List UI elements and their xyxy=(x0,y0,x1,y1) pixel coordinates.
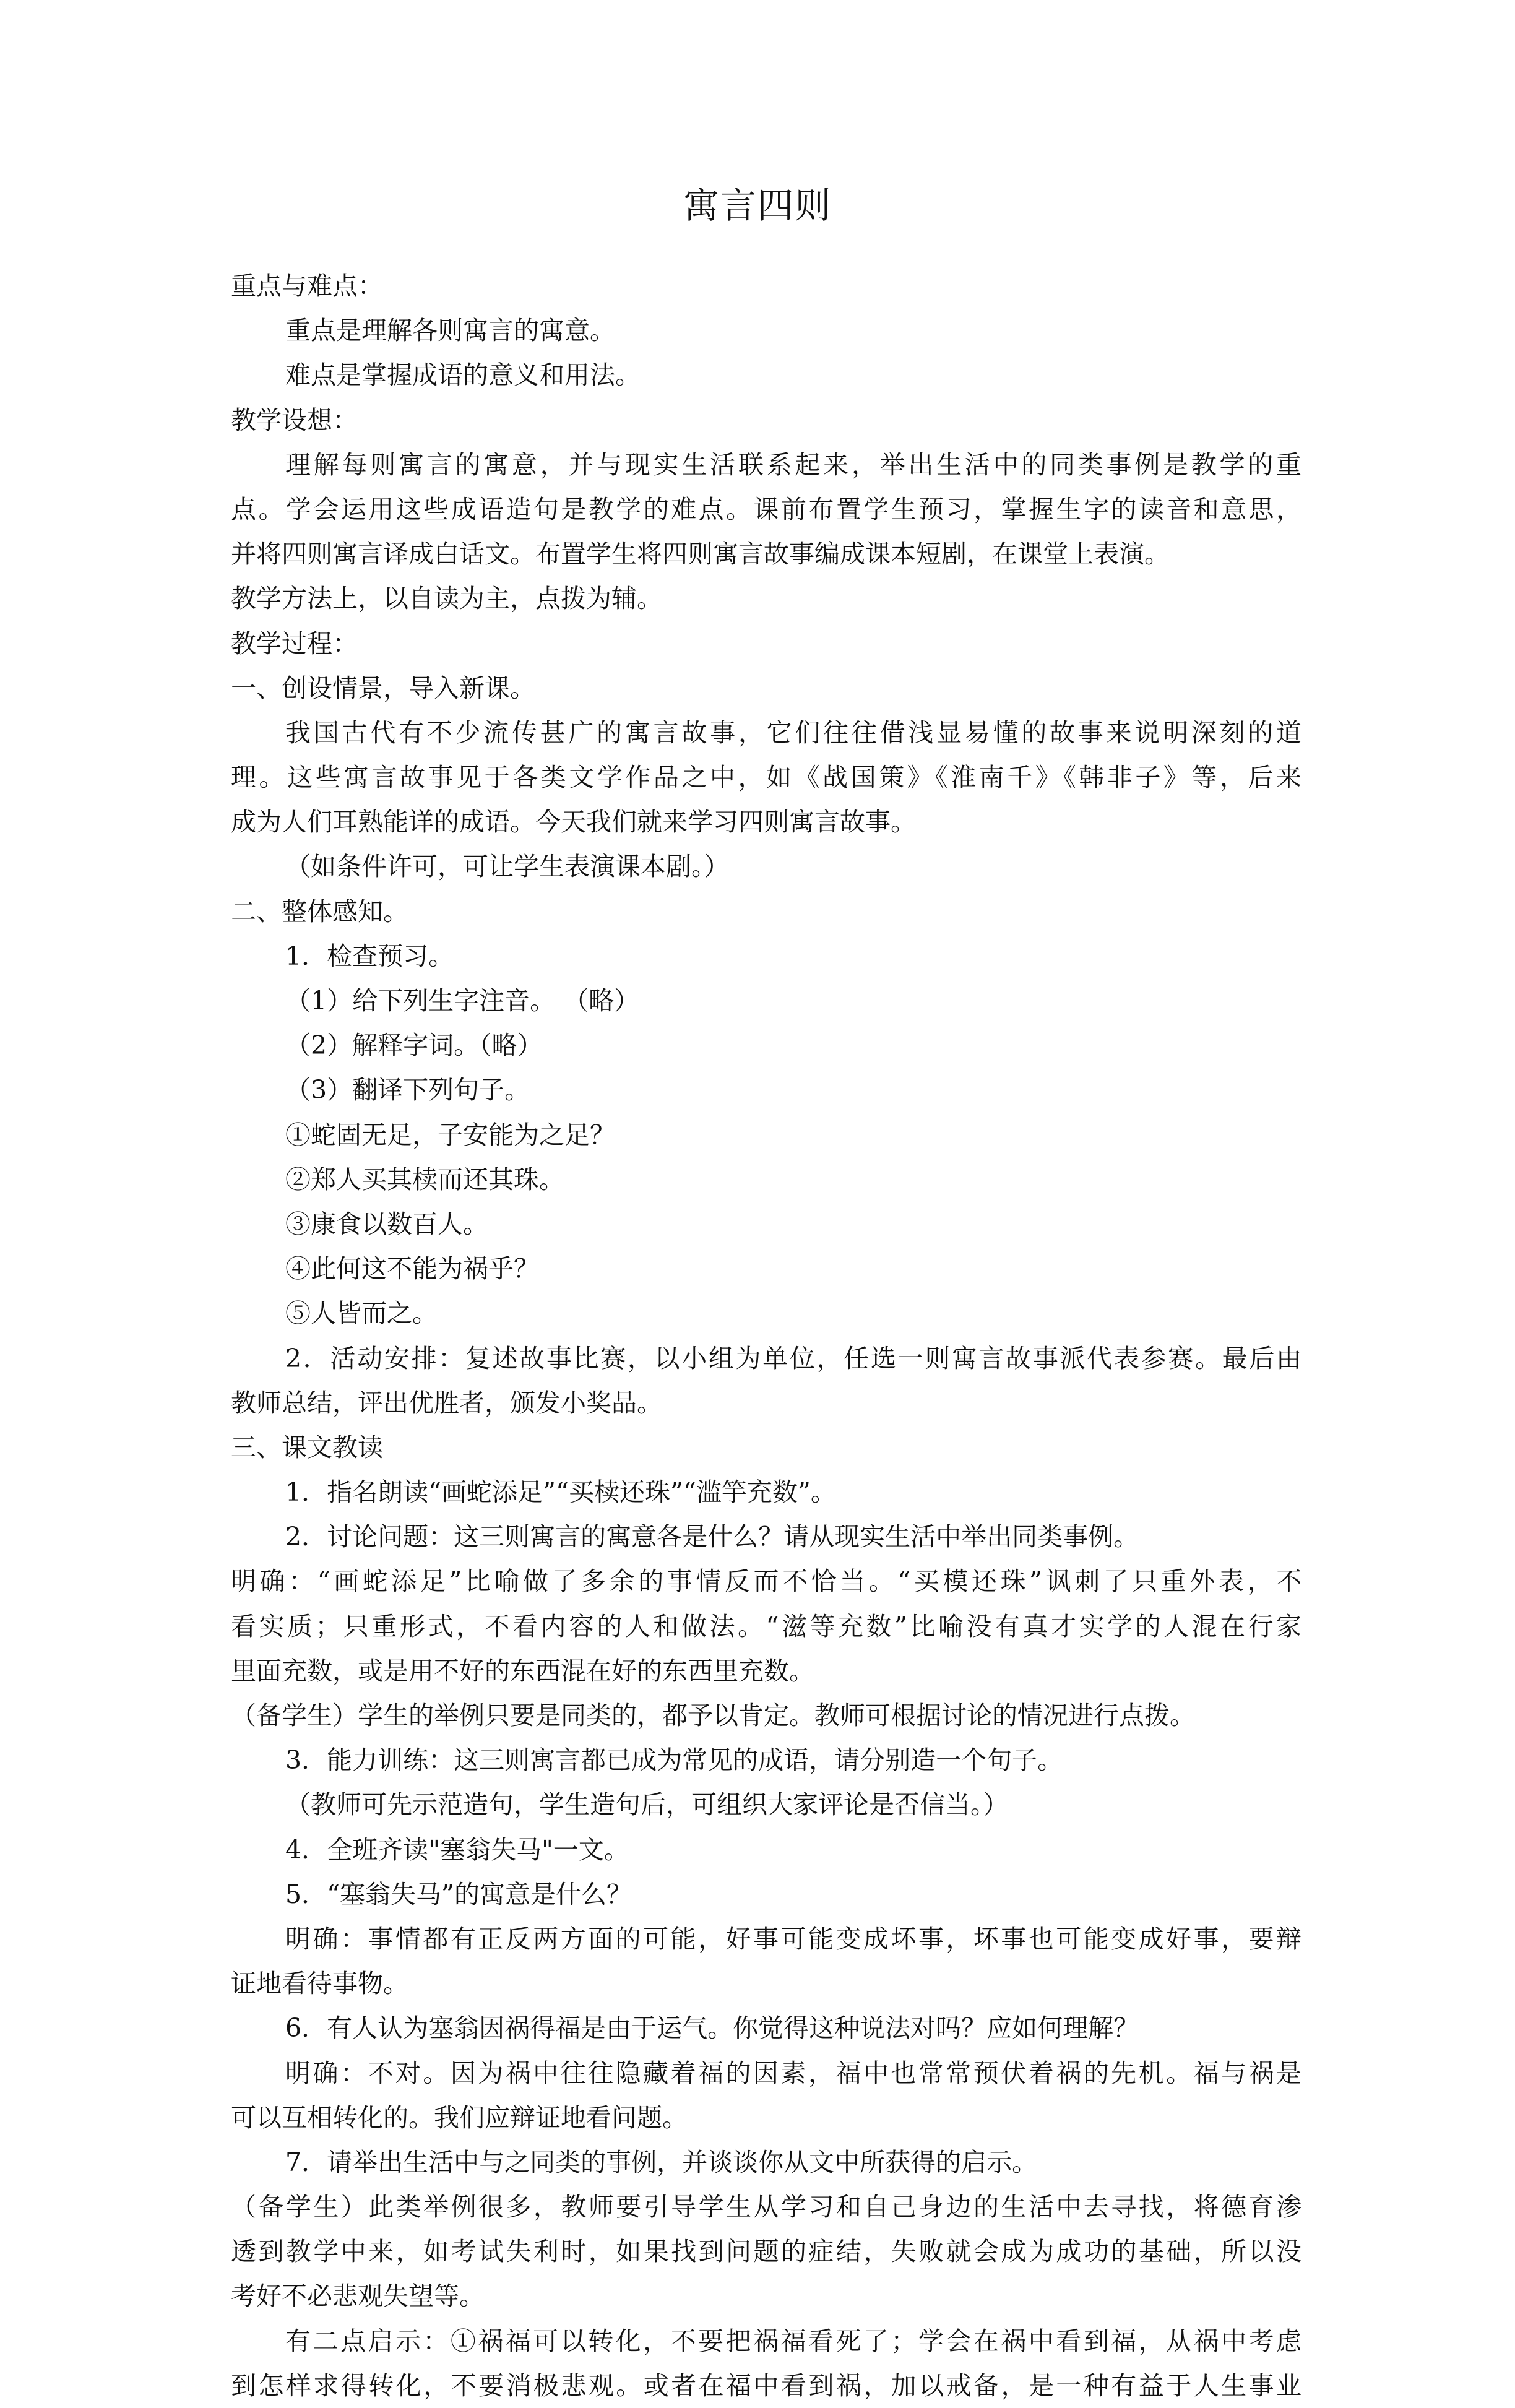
text-line: ⑤人皆而之。 xyxy=(285,1298,438,1329)
text-line: 理。这些寓言故事见于各类文学作品之中，如《战国策》《淮南千》《韩非子》等，后来 xyxy=(231,762,1301,793)
text-line: 里面充数，或是用不好的东西混在好的东西里充数。 xyxy=(231,1655,814,1686)
text-line: 一、创设情景，导入新课。 xyxy=(231,673,535,703)
text-line: 7．请举出生活中与之同类的事例，并谈谈你从文中所获得的启示。 xyxy=(285,2147,1038,2177)
text-line: （2）解释字词。（略） xyxy=(285,1030,543,1061)
document-body xyxy=(231,264,1301,2408)
text-line: 明确：不对。因为祸中往往隐藏着福的因素，福中也常常预伏着祸的先机。福与祸是 xyxy=(285,2058,1301,2088)
text-line: （教师可先示范造句，学生造句后，可组织大家评论是否信当。） xyxy=(285,1790,1009,1820)
text-line: （备学生）学生的举例只要是同类的，都予以肯定。教师可根据讨论的情况进行点拨。 xyxy=(231,1701,1195,1730)
text-line: ②郑人买其椟而还其珠。 xyxy=(285,1164,564,1194)
text-line: 5．“塞翁失马”的寓意是什么？ xyxy=(285,1879,632,1909)
text-line: 3．能力训练：这三则寓言都已成为常见的成语，请分别造一个句子。 xyxy=(285,1745,1063,1776)
text-line: 有二点启示：①祸福可以转化，不要把祸福看死了；学会在祸中看到福，从祸中考虑 xyxy=(285,2326,1301,2356)
text-line: 1．指名朗读“画蛇添足”“买椟还珠”“滥竽充数”。 xyxy=(285,1477,836,1508)
text-line: 教师总结，评出优胜者，颁发小奖品。 xyxy=(231,1387,662,1418)
text-line: 4．全班齐读"塞翁失马"一文。 xyxy=(285,1834,629,1865)
text-line: 并将四则寓言译成白话文。布置学生将四则寓言故事编成课本短剧，在课堂上表演。 xyxy=(231,539,1170,569)
text-line: 考好不必悲观失望等。 xyxy=(231,2281,485,2311)
text-line: 二、整体感知。 xyxy=(231,896,408,926)
text-line: 点。学会运用这些成语造句是教学的难点。课前布置学生预习，掌握生字的读音和意思， xyxy=(231,494,1301,524)
text-line: 透到教学中来，如考试失利时，如果找到问题的症结，失败就会成为成功的基础，所以没 xyxy=(231,2237,1301,2267)
text-line: （备学生）此类举例很多，教师要引导学生从学习和自己身边的生活中去寻找，将德育渗 xyxy=(231,2192,1301,2222)
text-line: 三、课文教读 xyxy=(231,1432,383,1462)
document-title: 寓言四则 xyxy=(683,184,832,227)
text-line: 重点与难点： xyxy=(231,271,383,301)
text-line: 看实质；只重形式，不看内容的人和做法。“滋等充数”比喻没有真才实学的人混在行家 xyxy=(231,1611,1301,1641)
text-line: 难点是掌握成语的意义和用法。 xyxy=(285,360,641,391)
text-line: ④此何这不能为祸乎？ xyxy=(285,1254,539,1284)
text-line: 证地看待事物。 xyxy=(231,1969,408,1999)
text-line: 明确：事情都有正反两方面的可能，好事可能变成坏事，坏事也可能变成好事，要辩 xyxy=(285,1923,1301,1954)
text-line: 教学设想： xyxy=(231,405,358,435)
text-line: 教学方法上，以自读为主，点拨为辅。 xyxy=(231,584,662,614)
text-line: 到怎样求得转化，不要消极悲观。或者在福中看到祸，加以戒备，是一种有益于人生事业 xyxy=(231,2370,1301,2401)
text-line: 我国古代有不少流传甚广的寓言故事，它们往往借浅显易懂的故事来说明深刻的道 xyxy=(285,717,1301,748)
text-line: 2．活动安排：复述故事比赛，以小组为单位，任选一则寓言故事派代表参赛。最后由 xyxy=(285,1343,1301,1373)
text-line: （3）翻译下列句子。 xyxy=(285,1075,530,1105)
text-line: 2．讨论问题：这三则寓言的寓意各是什么？请从现实生活中举出同类事例。 xyxy=(285,1522,1139,1552)
text-line: ③康食以数百人。 xyxy=(285,1209,488,1239)
text-line: ①蛇固无足，子安能为之足？ xyxy=(285,1120,615,1150)
text-line: 理解每则寓言的寓意，并与现实生活联系起来，举出生活中的同类事例是教学的重 xyxy=(285,449,1301,480)
text-line: 教学过程： xyxy=(231,628,358,658)
text-line: 6．有人认为塞翁因祸得福是由于运气。你觉得这种说法对吗？应如何理解？ xyxy=(285,2013,1139,2043)
text-line: 1．检查预习。 xyxy=(285,941,454,971)
text-line: 重点是理解各则寓言的寓意。 xyxy=(285,316,615,346)
text-line: （1）给下列生字注音。 （略） xyxy=(285,986,640,1016)
text-line: 明确：“画蛇添足”比喻做了多余的事情反而不恰当。“买模还珠”讽刺了只重外表，不 xyxy=(231,1566,1301,1597)
text-line: 可以互相转化的。我们应辩证地看问题。 xyxy=(231,2102,688,2133)
text-line: 成为人们耳熟能详的成语。今天我们就来学习四则寓言故事。 xyxy=(231,807,916,837)
text-line: （如条件许可，可让学生表演课本剧。） xyxy=(285,852,730,882)
